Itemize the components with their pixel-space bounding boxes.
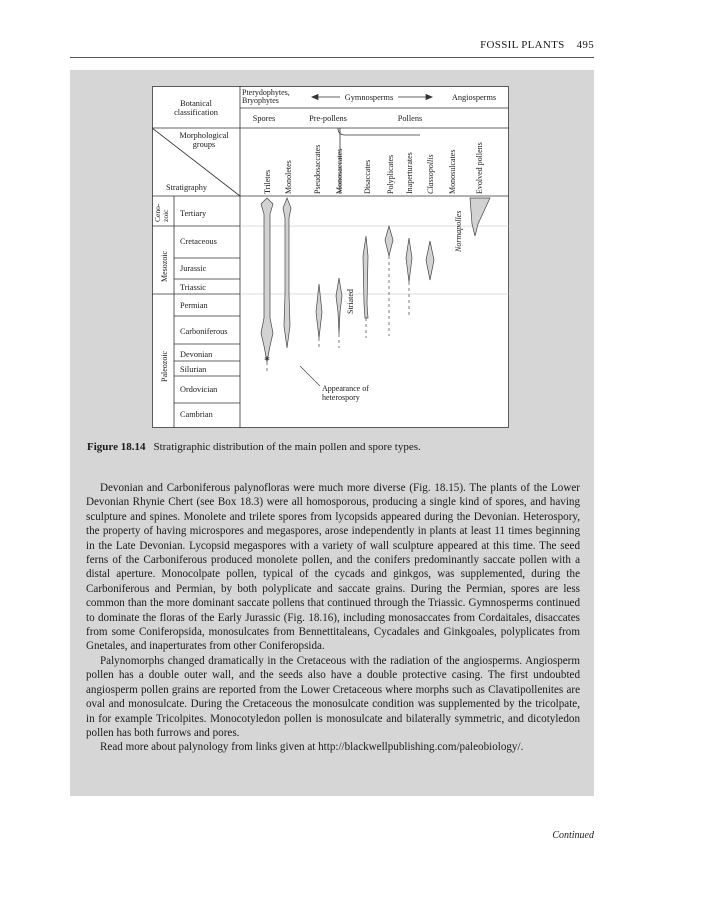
caption-label: Figure 18.14 — [87, 441, 146, 453]
period-jurassic: Jurassic — [180, 264, 207, 273]
heterospory-label: Appearance of heterospory — [322, 384, 369, 402]
range-classopollis — [426, 241, 434, 280]
prepollens-header: Pre-pollens — [309, 114, 347, 123]
morph-group-disaccates: Disaccates — [363, 159, 372, 194]
normapolles-label: Normapolles — [454, 210, 463, 252]
period-permian: Permian — [180, 301, 208, 310]
paragraph-2: Palynomorphs changed dramatically in the Cretaceous with the radiation of the angiosperms. Angiosperm pollen has a double outer wall, and the seeds also have a double protective casing. The first undoubted angiosperm pollen grains are reported from the Lower Cretaceous where morphs such as Clavatipollenites are oval and monosulcate. During the Cretaceous the monosulcate condition was supplemented by the tricolpate, in for example Tricolpites. Monocotyledon pollen is monosulcate and bilaterally symmetric, and dicotyledon pollen has both furrows and pores. — [86, 654, 580, 739]
pollens-header: Pollens — [397, 114, 423, 123]
caption-text: Stratigraphic distribution of the main pollen and spore types. — [153, 441, 421, 453]
spores-header: Spores — [252, 114, 276, 123]
paragraph-1: Devonian and Carboniferous palynofloras were much more diverse (Fig. 18.15). The plants of the Lower Devonian Rhynie Chert (see Box 18.3) were all homosporous, producing a single kind of spores, and having sculpture and spines. Monolete and trilete spores from lycopsids appeared during the Devonian. Heterospory, the property of having microspores and megaspores, arose independently in plants at least 11 times beginning in the Late Devonian. Lycopsid megaspores with a variety of wall sculpture appeared at this time. The seed ferns of the Carboniferous produced monolete pollen, and the conifers predominantly saccate pollen with a distal aperture. Monocolpate pollen, typical of the cycads and ginkgos, was supplemented, during the Carboniferous and Permian, by both polyplicate and saccate grains. During the Permian, spores are less common than the more dominant saccate pollens that continued through the Triassic. Gymnosperms continued to dominate the floras of the Early Jurassic (Fig. 18.16), including monosaccates from Cordaitales, disaccates from some Coniferopsida, monosulcates from Bennettitaleans, Cycadales and Ginkgoales, polyplicates from Gnetales, and inaperturates from other Coniferopsida. — [86, 482, 580, 653]
botanical-classification-label: Botanical classification — [174, 99, 218, 117]
figure-caption — [87, 441, 577, 453]
heterospory-pointer — [300, 366, 320, 386]
morph-group-polyplicates: Polyplicates — [386, 154, 395, 194]
stratigraphic-chart — [152, 86, 509, 428]
paragraph-3: Read more about palynology from links given at http://blackwellpublishing.com/paleobiology/. — [100, 741, 524, 754]
bryophytes-header: Pterydophytes, Bryophytes — [242, 88, 290, 105]
chart-svg — [152, 86, 509, 428]
morph-group-inaperturates: Inaperturates — [405, 152, 414, 194]
range-evolved-pollens — [470, 198, 490, 236]
range-inaperturates — [406, 238, 412, 282]
angiosperms-header: Angiosperms — [451, 93, 497, 102]
header-rule — [70, 57, 594, 58]
page-number: 495 — [576, 39, 594, 51]
period-ordovician: Ordovician — [180, 385, 218, 394]
morph-group-classopollis: Classopollis — [426, 154, 435, 194]
period-devonian: Devonian — [180, 350, 213, 359]
body-text — [86, 481, 580, 755]
morph-group-pseudosaccates: Pseudosaccates — [313, 144, 322, 194]
continued-note: Continued — [552, 830, 594, 841]
era-mesozoic: Mesozoic — [160, 250, 169, 282]
running-header — [480, 39, 594, 51]
period-cambrian: Cambrian — [180, 410, 213, 419]
period-cretaceous: Cretaceous — [180, 237, 217, 246]
morph-group-monosulcates: Monosulcates — [448, 149, 457, 194]
era-cenozoic: Ceno-zoic — [153, 203, 170, 222]
running-title: FOSSIL PLANTS — [480, 39, 565, 51]
gymnosperms-header: Gymnosperms — [344, 93, 394, 102]
period-tertiary: Tertiary — [180, 209, 207, 218]
range-pseudosaccates — [316, 284, 322, 338]
range-polyplicates — [385, 226, 393, 256]
range-monosaccates — [336, 278, 342, 334]
morph-group-monoletes: Monoletes — [284, 160, 293, 194]
morph-group-triletes: Triletes — [263, 169, 272, 194]
era-paleozoic: Paleozoic — [160, 350, 169, 382]
morph-group-monosaccates: Monosaccates — [335, 148, 344, 194]
period-triassic: Triassic — [180, 283, 206, 292]
range-triletes — [261, 198, 273, 362]
morphological-groups-label: Morphological groups — [179, 131, 229, 149]
period-carboniferous: Carboniferous — [180, 327, 228, 336]
range-disaccates — [363, 236, 368, 318]
heterospory-star: * — [264, 353, 270, 367]
morph-group-evolved-pollens: Evolved pollens — [475, 142, 484, 194]
striated-label: Striated — [346, 289, 355, 314]
stratigraphy-label: Stratigraphy — [166, 183, 208, 192]
period-silurian: Silurian — [180, 365, 207, 374]
range-monoletes — [283, 198, 291, 348]
